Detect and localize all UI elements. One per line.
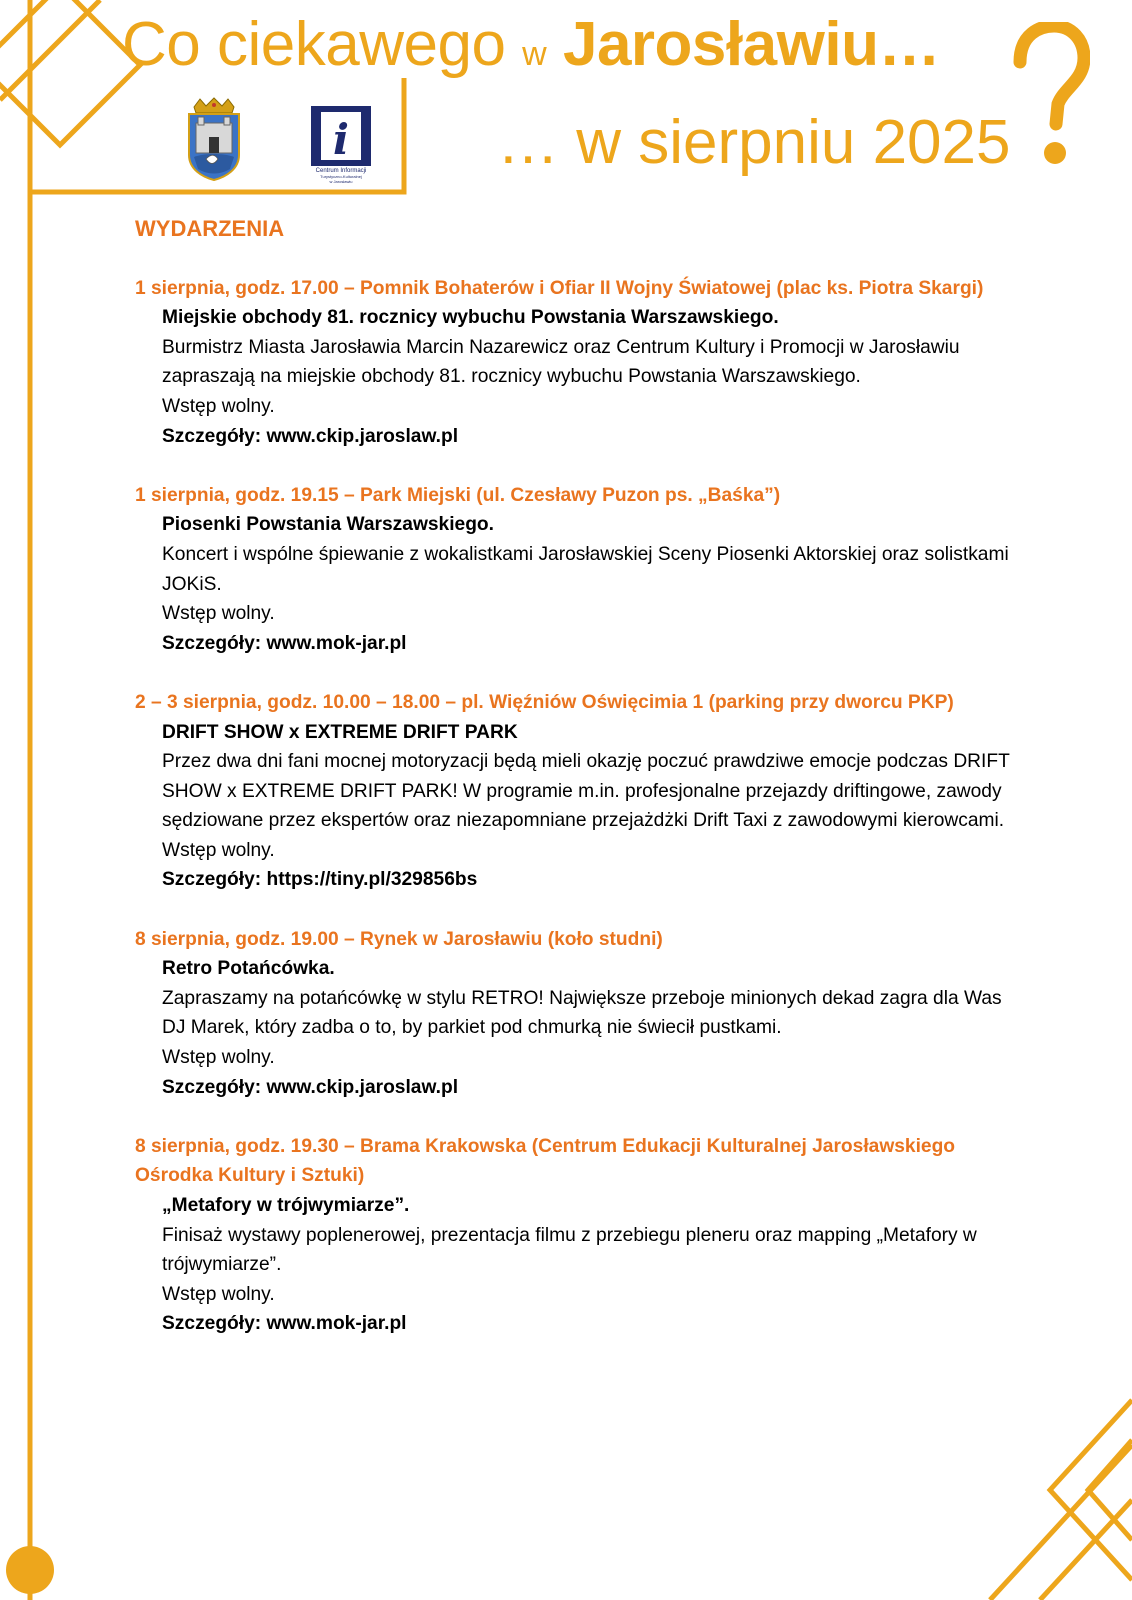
event-description: Przez dwa dni fani mocnej motoryzacji będą mieli okazję poczuć prawdziwe emocje podczas DRIFT SHOW x EXTREME DRIFT PARK! W programie m.in. profesjonalne przejazdy driftingowe, zawody sędziowane przez ekspertów oraz niezapomniane przejażdżki Drift Taxi z zawodowymi kierowcami.	[162, 751, 1010, 832]
event-details: Szczegóły: www.ckip.jaroslaw.pl	[162, 1076, 459, 1098]
event-entry: Wstęp wolny.	[162, 1047, 275, 1069]
event-item	[135, 274, 1015, 452]
event-entry: Wstęp wolny.	[162, 1283, 275, 1305]
event-header: 1 sierpnia, godz. 17.00 – Pomnik Bohaterów i Ofiar II Wojny Światowej (plac ks. Piotra Skargi)	[135, 277, 984, 299]
event-title: Miejskie obchody 81. rocznicy wybuchu Powstania Warszawskiego.	[162, 307, 779, 329]
event-header: 2 – 3 sierpnia, godz. 10.00 – 18.00 – pl. Więźniów Oświęcimia 1 (parking przy dworcu PKP)	[135, 691, 954, 713]
event-title: Retro Potańcówka.	[162, 958, 335, 980]
event-item	[135, 481, 1015, 659]
information-icon	[309, 104, 373, 184]
event-title: DRIFT SHOW x EXTREME DRIFT PARK	[162, 721, 518, 743]
event-details: Szczegóły: www.mok-jar.pl	[162, 1313, 407, 1335]
information-logo	[309, 104, 373, 184]
event-body	[135, 303, 1015, 451]
event-description: Burmistrz Miasta Jarosławia Marcin Nazarewicz oraz Centrum Kultury i Promocji w Jarosławiu zapraszają na miejskie obchody 81. rocznicy wybuchu Powstania Warszawskiego.	[162, 336, 960, 388]
event-title: „Metafory w trójwymiarze”.	[162, 1195, 410, 1216]
info-caption-line1: Centrum Informacji	[315, 168, 367, 174]
event-entry: Wstęp wolny.	[162, 839, 275, 861]
page-subtitle: … w sierpniu 2025	[497, 108, 1011, 177]
title-connector: w	[522, 35, 547, 73]
event-description: Finisaż wystawy poplenerowej, prezentacja filmu z przebiegu pleneru oraz mapping „Metafory w trójwymiarze”.	[162, 1224, 977, 1276]
event-body	[135, 1191, 1015, 1339]
event-details: Szczegóły: www.mok-jar.pl	[162, 632, 407, 654]
event-title: Piosenki Powstania Warszawskiego.	[162, 514, 494, 536]
event-item	[135, 925, 1015, 1103]
event-description: Zapraszamy na potańcówkę w stylu RETRO! Największe przeboje minionych dekad zagra dla Was DJ Marek, który zadba o to, by parkiet pod chmurką nie świecił pustkami.	[162, 987, 1002, 1039]
event-details: Szczegóły: https://tiny.pl/329856bs	[162, 869, 478, 891]
event-header: 8 sierpnia, godz. 19.30 – Brama Krakowska (Centrum Edukacji Kulturalnej Jarosławskiego Ośrodka Kultury i Sztuki)	[135, 1135, 956, 1187]
event-entry: Wstęp wolny.	[162, 603, 275, 625]
info-letter: i	[333, 115, 349, 164]
title-part2: Jarosławiu…	[562, 10, 940, 79]
event-body	[135, 954, 1015, 1102]
info-caption-line2: Turystyczno-Kulturalnej	[320, 174, 362, 179]
event-header: 8 sierpnia, godz. 19.00 – Rynek w Jarosławiu (koło studni)	[135, 928, 663, 950]
event-body	[135, 718, 1015, 896]
section-title: WYDARZENIA	[135, 216, 285, 241]
page-title	[122, 10, 940, 79]
event-header: 1 sierpnia, godz. 19.15 – Park Miejski (ul. Czesławy Puzon ps. „Baśka”)	[135, 484, 781, 506]
event-item	[135, 688, 1015, 895]
event-entry: Wstęp wolny.	[162, 395, 275, 417]
event-item	[135, 1132, 1015, 1339]
event-description: Koncert i wspólne śpiewanie z wokalistkami Jarosławskiej Sceny Piosenki Aktorskiej oraz solistkami JOKiS.	[162, 543, 1009, 595]
jaroslaw-crest-icon	[186, 97, 242, 181]
events-content	[135, 214, 1015, 1369]
info-caption-line3: w Jarosławiu	[329, 179, 353, 184]
event-details: Szczegóły: www.ckip.jaroslaw.pl	[162, 425, 459, 447]
question-mark-icon	[1010, 22, 1090, 172]
event-body	[135, 510, 1015, 658]
title-part1: Co ciekawego	[122, 10, 506, 79]
